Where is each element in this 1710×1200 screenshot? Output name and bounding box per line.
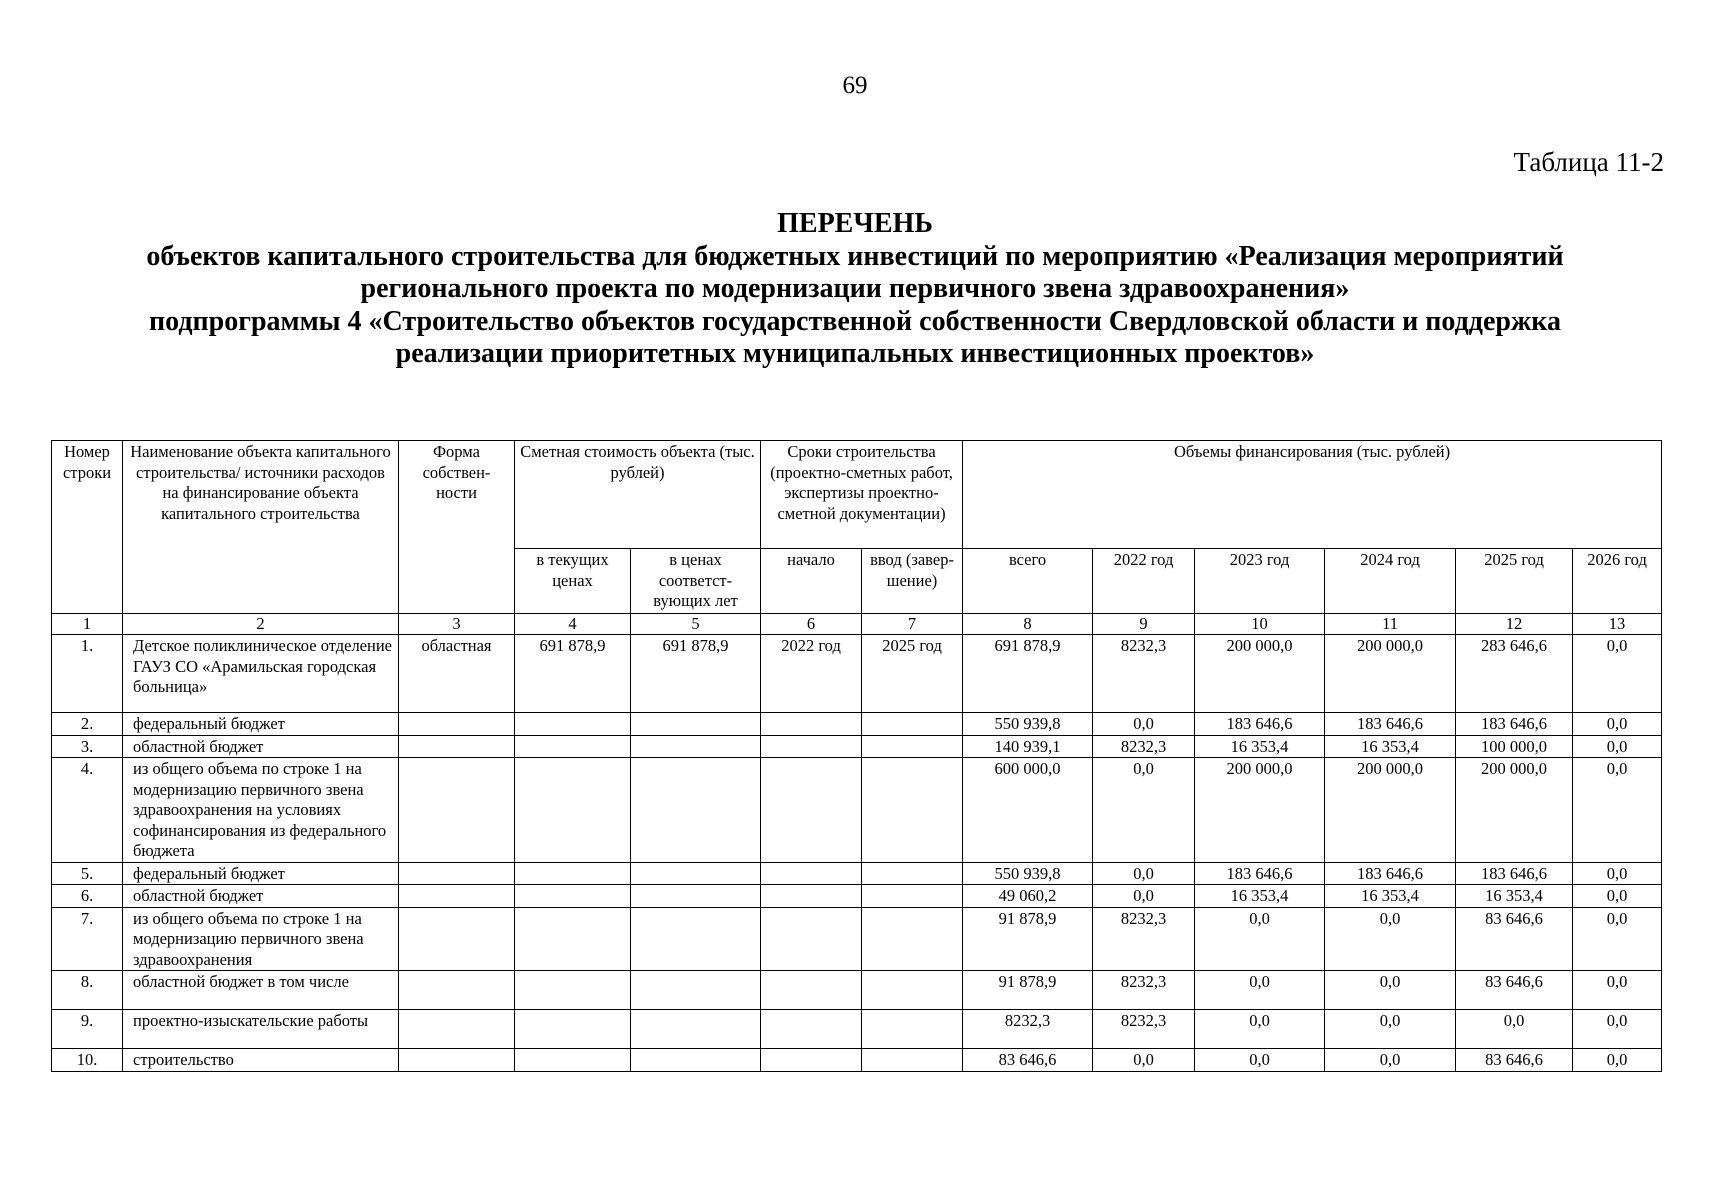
header-ownership: Форма собствен- ности xyxy=(399,441,515,614)
table-cell: 0,0 xyxy=(1093,1049,1195,1072)
table-cell: 0,0 xyxy=(1573,971,1662,1010)
title-line-4: подпрограммы 4 «Строительство объектов государственной собственности Свердловской области и поддержка xyxy=(149,305,1561,337)
row-name-cell: федеральный бюджет xyxy=(123,862,399,885)
table-cell xyxy=(399,735,515,758)
table-cell xyxy=(515,1049,631,1072)
table-cell: 3. xyxy=(52,735,123,758)
table-cell: 91 878,9 xyxy=(963,907,1093,971)
header-funding: Объемы финансирования (тыс. рублей) xyxy=(963,441,1662,549)
row-name-cell: из общего объема по строке 1 на модернизацию первичного звена здравоохранения на условиях софинансирования из федерального бюджета xyxy=(123,758,399,863)
table-cell: 0,0 xyxy=(1093,885,1195,908)
table-cell xyxy=(631,907,761,971)
table-cell: 8232,3 xyxy=(1093,735,1195,758)
table-cell xyxy=(761,1010,862,1049)
table-cell: 200 000,0 xyxy=(1456,758,1573,863)
table-cell: 4. xyxy=(52,758,123,863)
table-cell xyxy=(761,735,862,758)
table-cell xyxy=(515,713,631,736)
table-cell xyxy=(399,862,515,885)
table-cell xyxy=(862,907,963,971)
table-cell: 83 646,6 xyxy=(1456,907,1573,971)
table-label: Таблица 11-2 xyxy=(1513,147,1664,177)
row-name-cell: Детское поликлиническое отделение ГАУЗ СО «Арамильская городская больница» xyxy=(123,635,399,713)
table-cell: областная xyxy=(399,635,515,713)
table-row xyxy=(52,735,1662,758)
table-cell: 91 878,9 xyxy=(963,971,1093,1010)
column-number: 7 xyxy=(862,614,963,635)
table-cell: 200 000,0 xyxy=(1195,758,1325,863)
table-row xyxy=(52,885,1662,908)
table-cell xyxy=(515,971,631,1010)
table-cell xyxy=(631,713,761,736)
header-2026: 2026 год xyxy=(1573,549,1662,614)
table-cell xyxy=(761,907,862,971)
table-cell xyxy=(631,885,761,908)
title-line-3: регионального проекта по модернизации первичного звена здравоохранения» xyxy=(360,273,1350,304)
table-cell: 83 646,6 xyxy=(1456,1049,1573,1072)
table-cell xyxy=(399,885,515,908)
row-name-cell: из общего объема по строке 1 на модернизацию первичного звена здравоохранения xyxy=(123,907,399,971)
table-cell: 2025 год xyxy=(862,635,963,713)
header-2025: 2025 год xyxy=(1456,549,1573,614)
table-cell xyxy=(862,1049,963,1072)
table-cell xyxy=(399,713,515,736)
table-cell: 8232,3 xyxy=(1093,907,1195,971)
table-cell: 183 646,6 xyxy=(1195,862,1325,885)
table-cell xyxy=(761,1049,862,1072)
table-cell xyxy=(862,971,963,1010)
table-cell: 0,0 xyxy=(1573,713,1662,736)
table-cell: 0,0 xyxy=(1093,862,1195,885)
table-cell: 8232,3 xyxy=(963,1010,1093,1049)
table-row xyxy=(52,713,1662,736)
table-cell xyxy=(515,735,631,758)
table-cell: 2022 год xyxy=(761,635,862,713)
table-row xyxy=(52,1049,1662,1072)
title-line-5: реализации приоритетных муниципальных инвестиционных проектов» xyxy=(395,338,1315,369)
header-2023: 2023 год xyxy=(1195,549,1325,614)
table-cell: 0,0 xyxy=(1195,1010,1325,1049)
table-cell: 0,0 xyxy=(1573,885,1662,908)
table-cell: 550 939,8 xyxy=(963,862,1093,885)
row-name-cell: областной бюджет xyxy=(123,735,399,758)
table-cell: 8232,3 xyxy=(1093,1010,1195,1049)
table-cell xyxy=(761,713,862,736)
table-cell xyxy=(761,758,862,863)
table-cell xyxy=(515,885,631,908)
column-number: 11 xyxy=(1325,614,1456,635)
table-cell xyxy=(515,907,631,971)
table-cell: 183 646,6 xyxy=(1325,862,1456,885)
table-cell xyxy=(399,971,515,1010)
table-cell: 8232,3 xyxy=(1093,971,1195,1010)
table-cell xyxy=(515,1010,631,1049)
table-cell: 7. xyxy=(52,907,123,971)
table-cell: 9. xyxy=(52,1010,123,1049)
header-2024: 2024 год xyxy=(1325,549,1456,614)
table-cell xyxy=(761,885,862,908)
header-2022: 2022 год xyxy=(1093,549,1195,614)
table-cell: 100 000,0 xyxy=(1456,735,1573,758)
column-number: 10 xyxy=(1195,614,1325,635)
table-cell xyxy=(761,971,862,1010)
table-cell: 0,0 xyxy=(1573,862,1662,885)
table-cell: 183 646,6 xyxy=(1195,713,1325,736)
table-cell: 16 353,4 xyxy=(1325,735,1456,758)
table-cell: 0,0 xyxy=(1573,735,1662,758)
table-cell xyxy=(862,713,963,736)
table-row xyxy=(52,907,1662,971)
header-row-number: Номер строки xyxy=(52,441,123,614)
header-total: всего xyxy=(963,549,1093,614)
table-row xyxy=(52,635,1662,713)
header-current-prices: в текущих ценах xyxy=(515,549,631,614)
table-cell: 200 000,0 xyxy=(1195,635,1325,713)
table-cell xyxy=(399,1049,515,1072)
table-cell: 691 878,9 xyxy=(963,635,1093,713)
header-start: начало xyxy=(761,549,862,614)
table-cell: 200 000,0 xyxy=(1325,635,1456,713)
table-row xyxy=(52,971,1662,1010)
table-cell xyxy=(515,758,631,863)
table-cell: 183 646,6 xyxy=(1325,713,1456,736)
table-cell xyxy=(862,885,963,908)
column-number: 9 xyxy=(1093,614,1195,635)
title-line-1: ПЕРЕЧЕНЬ xyxy=(777,208,933,239)
table-cell xyxy=(631,1049,761,1072)
table-cell xyxy=(399,1010,515,1049)
column-number: 6 xyxy=(761,614,862,635)
header-construction-period: Сроки строительства (проектно-сметных работ, экспертизы проектно-сметной документации) xyxy=(761,441,963,549)
table-cell: 16 353,4 xyxy=(1325,885,1456,908)
table-cell: 0,0 xyxy=(1573,758,1662,863)
objects-table xyxy=(51,440,1662,1072)
table-cell: 0,0 xyxy=(1195,1049,1325,1072)
header-object-name: Наименование объекта капитального строительства/ источники расходов на финансирование объекта капитального строительства xyxy=(123,441,399,614)
title-line-2: объектов капитального строительства для бюджетных инвестиций по мероприятию «Реализация мероприятий xyxy=(146,240,1564,272)
table-cell: 0,0 xyxy=(1195,971,1325,1010)
header-completion: ввод (завер- шение) xyxy=(862,549,963,614)
table-cell: 83 646,6 xyxy=(1456,971,1573,1010)
table-cell xyxy=(761,862,862,885)
table-cell: 16 353,4 xyxy=(1195,735,1325,758)
table-cell xyxy=(631,735,761,758)
column-number: 1 xyxy=(52,614,123,635)
row-name-cell: строительство xyxy=(123,1049,399,1072)
table-cell: 2. xyxy=(52,713,123,736)
table-cell xyxy=(631,1010,761,1049)
table-cell: 16 353,4 xyxy=(1195,885,1325,908)
table-cell: 0,0 xyxy=(1456,1010,1573,1049)
table-cell: 0,0 xyxy=(1325,1049,1456,1072)
table-cell: 0,0 xyxy=(1093,758,1195,863)
table-cell: 550 939,8 xyxy=(963,713,1093,736)
table-cell: 600 000,0 xyxy=(963,758,1093,863)
table-cell: 8232,3 xyxy=(1093,635,1195,713)
table-cell: 183 646,6 xyxy=(1456,862,1573,885)
column-number: 8 xyxy=(963,614,1093,635)
column-number: 13 xyxy=(1573,614,1662,635)
document-title xyxy=(90,208,1620,371)
table-row xyxy=(52,862,1662,885)
column-number: 12 xyxy=(1456,614,1573,635)
table-cell: 49 060,2 xyxy=(963,885,1093,908)
column-number: 4 xyxy=(515,614,631,635)
table-cell xyxy=(862,735,963,758)
page-number: 69 xyxy=(842,72,868,99)
table-cell: 0,0 xyxy=(1093,713,1195,736)
table-cell: 1. xyxy=(52,635,123,713)
table-cell xyxy=(631,862,761,885)
table-row xyxy=(52,1010,1662,1049)
table-cell: 0,0 xyxy=(1325,907,1456,971)
table-cell: 0,0 xyxy=(1573,1049,1662,1072)
table-cell xyxy=(631,971,761,1010)
header-year-prices: в ценах соответст- вующих лет xyxy=(631,549,761,614)
table-cell: 183 646,6 xyxy=(1456,713,1573,736)
table-cell xyxy=(399,907,515,971)
row-name-cell: федеральный бюджет xyxy=(123,713,399,736)
table-cell: 0,0 xyxy=(1573,635,1662,713)
table-cell: 0,0 xyxy=(1195,907,1325,971)
table-cell xyxy=(862,758,963,863)
table-cell: 283 646,6 xyxy=(1456,635,1573,713)
table-cell xyxy=(399,758,515,863)
table-cell: 6. xyxy=(52,885,123,908)
row-name-cell: областной бюджет в том числе xyxy=(123,971,399,1010)
table-cell xyxy=(862,862,963,885)
table-cell: 200 000,0 xyxy=(1325,758,1456,863)
table-cell: 140 939,1 xyxy=(963,735,1093,758)
row-name-cell: областной бюджет xyxy=(123,885,399,908)
table-cell: 0,0 xyxy=(1573,1010,1662,1049)
table-cell: 0,0 xyxy=(1573,907,1662,971)
column-number: 5 xyxy=(631,614,761,635)
table-cell: 83 646,6 xyxy=(963,1049,1093,1072)
table-row xyxy=(52,758,1662,863)
column-number-row xyxy=(52,614,1662,635)
table-cell: 16 353,4 xyxy=(1456,885,1573,908)
table-cell: 5. xyxy=(52,862,123,885)
table-cell xyxy=(862,1010,963,1049)
column-number: 3 xyxy=(399,614,515,635)
row-name-cell: проектно-изыскательские работы xyxy=(123,1010,399,1049)
table-cell: 8. xyxy=(52,971,123,1010)
table-cell xyxy=(631,758,761,863)
column-number: 2 xyxy=(123,614,399,635)
header-estimated-cost: Сметная стоимость объекта (тыс. рублей) xyxy=(515,441,761,549)
table-cell: 691 878,9 xyxy=(631,635,761,713)
table-cell: 0,0 xyxy=(1325,1010,1456,1049)
table-cell: 0,0 xyxy=(1325,971,1456,1010)
table-cell xyxy=(515,862,631,885)
table-body xyxy=(52,635,1662,1072)
table-cell: 10. xyxy=(52,1049,123,1072)
table-cell: 691 878,9 xyxy=(515,635,631,713)
